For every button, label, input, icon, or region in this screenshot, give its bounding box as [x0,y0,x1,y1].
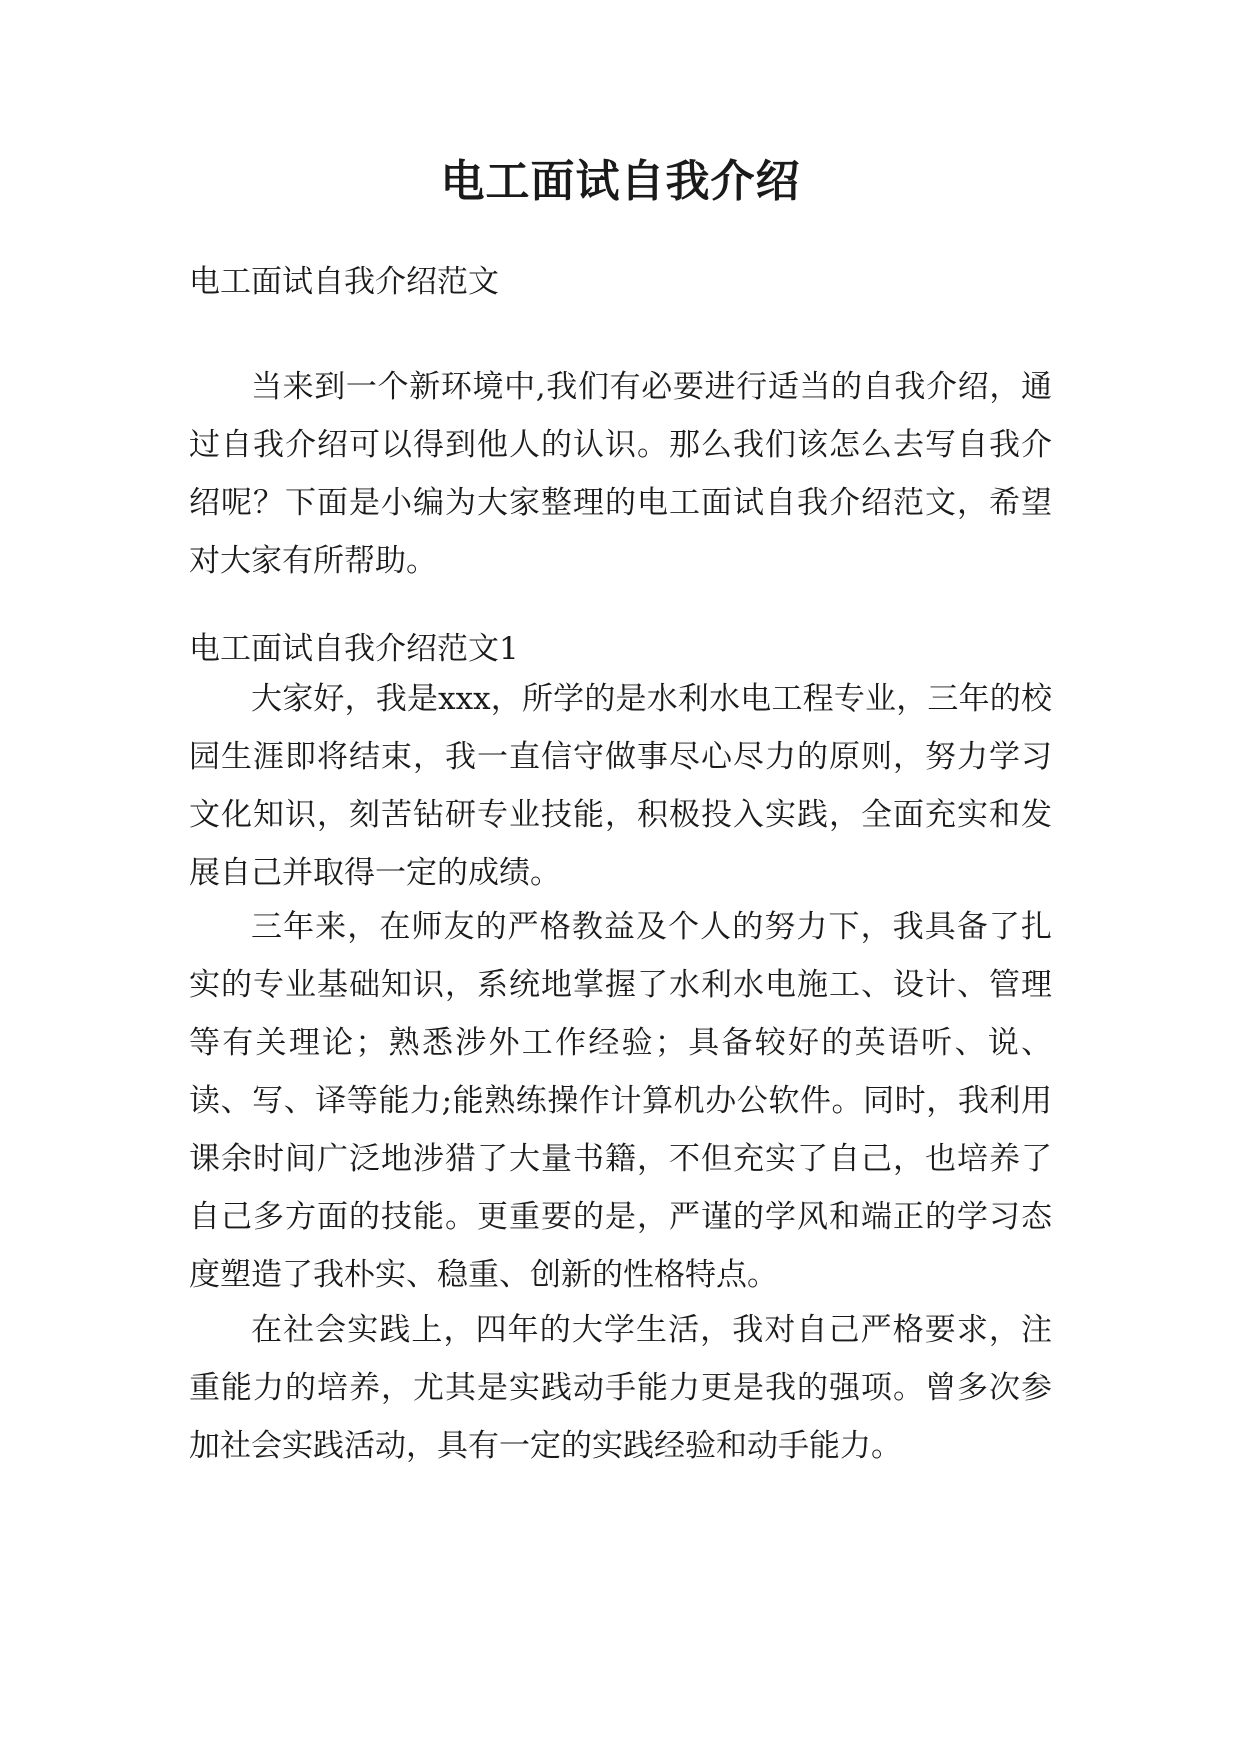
subtitle-heading: 电工面试自我介绍范文 [189,264,499,300]
document-title: 电工面试自我介绍 [440,156,801,207]
section1-heading: 电工面试自我介绍范文1 [189,631,519,667]
section1-paragraph-3: 在社会实践上，四年的大学生活，我对自己严格要求，注重能力的培养，尤其是实践动手能力更是我的强项。曾多次参加社会实践活动，具有一定的实践经验和动手能力。 [189,1312,1052,1464]
section1-paragraph-1: 大家好，我是xxx，所学的是水利水电工程专业，三年的校园生涯即将结束，我一直信守做事尽心尽力的原则，努力学习文化知识，刻苦钻研专业技能，积极投入实践，全面充实和发展自己并取得一定的成绩。 [189,681,1052,891]
section1-paragraph-2: 三年来，在师友的严格教益及个人的努力下，我具备了扎实的专业基础知识，系统地掌握了水利水电施工、设计、管理等有关理论；熟悉涉外工作经验；具备较好的英语听、说、读、写、译等能力;能熟练操作计算机办公软件。同时，我利用课余时间广泛地涉猎了大量书籍，不但充实了自己，也培养了自己多方面的技能。更重要的是，严谨的学风和端正的学习态度塑造了我朴实、稳重、创新的性格特点。 [189,909,1052,1293]
intro-paragraph: 当来到一个新环境中,我们有必要进行适当的自我介绍，通过自我介绍可以得到他人的认识。那么我们该怎么去写自我介绍呢？下面是小编为大家整理的电工面试自我介绍范文，希望对大家有所帮助。 [189,369,1052,579]
